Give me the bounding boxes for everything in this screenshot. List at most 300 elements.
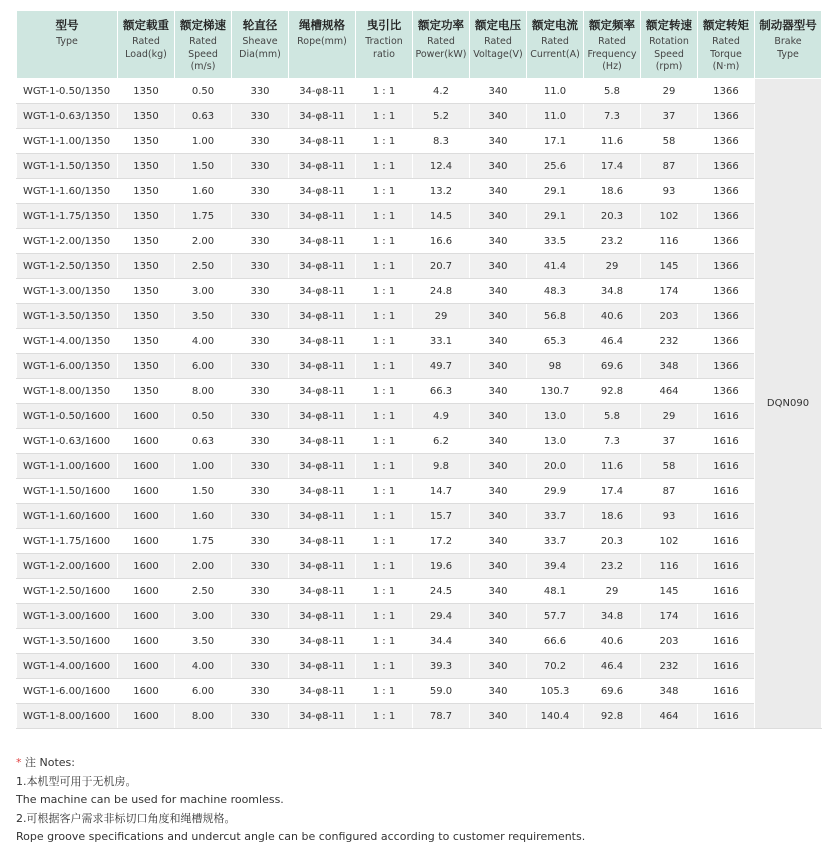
table-cell: 1600 [118,429,175,454]
model-cell: WGT-1-0.50/1350 [17,79,118,104]
table-cell: 18.6 [584,179,641,204]
table-cell: 48.3 [527,279,584,304]
table-cell: 1 : 1 [356,604,413,629]
note-line: 1.本机型可用于无机房。 [16,774,137,788]
table-cell: 340 [470,329,527,354]
table-cell: 340 [470,179,527,204]
table-cell: 1616 [698,604,755,629]
table-cell: 140.4 [527,704,584,729]
table-cell: 29.1 [527,204,584,229]
table-cell: 34-φ8-11 [289,104,356,129]
table-cell: 1.75 [175,204,232,229]
table-cell: 232 [641,654,698,679]
table-cell: 1 : 1 [356,104,413,129]
table-cell: 92.8 [584,704,641,729]
table-row [17,704,822,729]
table-cell: 13.0 [527,429,584,454]
table-cell: 5.8 [584,79,641,104]
table-cell: 105.3 [527,679,584,704]
table-cell: 33.7 [527,529,584,554]
table-cell: 330 [232,79,289,104]
table-cell: 1.00 [175,454,232,479]
table-cell: 66.3 [413,379,470,404]
table-cell: 340 [470,79,527,104]
table-cell: 58 [641,454,698,479]
table-cell: 1616 [698,479,755,504]
table-cell: 330 [232,379,289,404]
column-header-zh: 额定电流 [532,18,578,32]
table-cell: 34.8 [584,604,641,629]
column-header-zh: 额定电压 [475,18,521,32]
table-cell: 1366 [698,104,755,129]
table-cell: 330 [232,554,289,579]
table-cell: 8.00 [175,704,232,729]
table-cell: 203 [641,304,698,329]
table-cell: 1 : 1 [356,129,413,154]
column-header-en: Traction ratio [365,36,403,60]
table-cell: 39.3 [413,654,470,679]
table-cell: 1600 [118,479,175,504]
table-cell: 330 [232,479,289,504]
table-cell: 1616 [698,629,755,654]
table-cell: 330 [232,454,289,479]
table-cell: 1616 [698,429,755,454]
table-cell: 37 [641,429,698,454]
table-cell: 1350 [118,279,175,304]
table-cell: 69.6 [584,679,641,704]
table-cell: 93 [641,504,698,529]
table-cell: 130.7 [527,379,584,404]
table-cell: 1 : 1 [356,629,413,654]
table-cell: 1 : 1 [356,354,413,379]
table-cell: 17.4 [584,479,641,504]
table-cell: 34-φ8-11 [289,454,356,479]
table-row [17,129,822,154]
model-cell: WGT-1-0.63/1350 [17,104,118,129]
model-cell: WGT-1-4.00/1600 [17,654,118,679]
table-row [17,379,822,404]
table-cell: 1 : 1 [356,204,413,229]
column-header-en: Sheave Dia(mm) [239,36,281,60]
table-cell: 0.50 [175,404,232,429]
table-cell: 33.1 [413,329,470,354]
table-cell: 330 [232,229,289,254]
table-cell: 340 [470,579,527,604]
table-cell: 2.50 [175,254,232,279]
table-cell: 1.60 [175,504,232,529]
column-header [17,11,118,79]
table-cell: 1 : 1 [356,529,413,554]
table-cell: 330 [232,429,289,454]
table-cell: 203 [641,629,698,654]
table-cell: 14.5 [413,204,470,229]
column-header-zh: 额定频率 [589,18,635,32]
table-cell: 330 [232,704,289,729]
table-row [17,604,822,629]
table-cell: 1616 [698,454,755,479]
table-cell: 1616 [698,679,755,704]
column-header-zh: 轮直径 [242,18,278,32]
table-cell: 1600 [118,554,175,579]
table-cell: 1366 [698,229,755,254]
table-cell: 1616 [698,654,755,679]
column-header-en: Rated Load(kg) [125,36,167,60]
column-header [175,11,232,79]
table-cell: 93 [641,179,698,204]
column-header-en: Type [56,36,78,47]
table-cell: 29 [413,304,470,329]
table-cell: 1.50 [175,154,232,179]
model-cell: WGT-1-4.00/1350 [17,329,118,354]
table-cell: 1 : 1 [356,404,413,429]
table-cell: 15.7 [413,504,470,529]
table-cell: 29 [584,254,641,279]
table-cell: 1.75 [175,529,232,554]
table-cell: 40.6 [584,629,641,654]
table-cell: 340 [470,704,527,729]
table-cell: 34-φ8-11 [289,629,356,654]
table-cell: 29 [584,579,641,604]
column-header-zh: 额定转矩 [703,18,749,32]
model-cell: WGT-1-2.00/1600 [17,554,118,579]
column-header [527,11,584,79]
notes [16,754,826,847]
column-header-en: Rated Frequency (Hz) [587,36,637,72]
table-cell: 116 [641,229,698,254]
column-header [698,11,755,79]
table-row [17,154,822,179]
column-header-en: Brake Type [774,36,802,60]
table-cell: 1 : 1 [356,454,413,479]
table-cell: 13.2 [413,179,470,204]
table-cell: 145 [641,579,698,604]
table-cell: 29 [641,404,698,429]
table-cell: 25.6 [527,154,584,179]
table-cell: 34-φ8-11 [289,429,356,454]
table-row [17,104,822,129]
column-header-zh: 额定转速 [646,18,692,32]
table-cell: 12.4 [413,154,470,179]
model-cell: WGT-1-0.63/1600 [17,429,118,454]
table-cell: 0.50 [175,79,232,104]
table-cell: 330 [232,104,289,129]
notes-title [16,754,826,773]
table-cell: 34-φ8-11 [289,579,356,604]
table-cell: 11.0 [527,104,584,129]
table-cell: 1 : 1 [356,554,413,579]
table-cell: 3.00 [175,279,232,304]
table-row [17,354,822,379]
table-cell: 3.50 [175,629,232,654]
table-cell: 330 [232,129,289,154]
table-cell: 330 [232,204,289,229]
table-cell: 34-φ8-11 [289,79,356,104]
table-row [17,229,822,254]
table-cell: 330 [232,154,289,179]
column-header [232,11,289,79]
table-cell: 1366 [698,79,755,104]
table-cell: 1 : 1 [356,654,413,679]
table-cell: 330 [232,179,289,204]
column-header-en: Rated Voltage(V) [473,36,523,60]
table-cell: 34-φ8-11 [289,279,356,304]
table-cell: 20.3 [584,204,641,229]
table-cell: 1600 [118,529,175,554]
table-row [17,479,822,504]
table-cell: 1600 [118,604,175,629]
table-cell: 340 [470,529,527,554]
table-cell: 348 [641,679,698,704]
table-cell: 174 [641,604,698,629]
table-cell: 20.0 [527,454,584,479]
table-cell: 340 [470,354,527,379]
table-cell: 1 : 1 [356,154,413,179]
table-cell: 1366 [698,204,755,229]
table-cell: 66.6 [527,629,584,654]
table-row [17,279,822,304]
table-row [17,454,822,479]
note-line: The machine can be used for machine roomless. [16,793,284,806]
table-cell: 46.4 [584,654,641,679]
table-cell: 34-φ8-11 [289,554,356,579]
table-cell: 1350 [118,329,175,354]
column-header [289,11,356,79]
table-cell: 34-φ8-11 [289,304,356,329]
table-cell: 17.4 [584,154,641,179]
table-cell: 8.00 [175,379,232,404]
model-cell: WGT-1-1.00/1600 [17,454,118,479]
table-cell: 1 : 1 [356,254,413,279]
table-row [17,79,822,104]
table-cell: 340 [470,304,527,329]
table-cell: 1350 [118,254,175,279]
column-header-en: Rated Torque (N·m) [710,36,742,72]
column-header-en: Rated Speed (m/s) [188,36,218,72]
table-cell: 1 : 1 [356,504,413,529]
table-cell: 340 [470,454,527,479]
model-cell: WGT-1-3.50/1600 [17,629,118,654]
table-cell: 1366 [698,154,755,179]
table-cell: 1 : 1 [356,79,413,104]
table-cell: 34-φ8-11 [289,604,356,629]
table-cell: 330 [232,529,289,554]
table-cell: 348 [641,354,698,379]
table-cell: 1350 [118,79,175,104]
table-row [17,529,822,554]
table-cell: 40.6 [584,304,641,329]
table-cell: 1 : 1 [356,579,413,604]
table-cell: 20.3 [584,529,641,554]
table-cell: 34-φ8-11 [289,654,356,679]
table-cell: 29.4 [413,604,470,629]
table-cell: 3.00 [175,604,232,629]
model-cell: WGT-1-3.00/1350 [17,279,118,304]
table-cell: 19.6 [413,554,470,579]
table-cell: 340 [470,604,527,629]
table-cell: 174 [641,279,698,304]
column-header [755,11,822,79]
table-cell: 1.50 [175,479,232,504]
table-cell: 34.8 [584,279,641,304]
table-cell: 4.00 [175,329,232,354]
column-header-en: Rated Power(kW) [415,36,467,60]
table-cell: 1600 [118,404,175,429]
table-cell: 102 [641,529,698,554]
table-cell: 20.7 [413,254,470,279]
table-cell: 11.0 [527,79,584,104]
table-cell: 34-φ8-11 [289,129,356,154]
table-cell: 5.8 [584,404,641,429]
table-cell: 34-φ8-11 [289,329,356,354]
table-cell: 340 [470,229,527,254]
model-cell: WGT-1-1.60/1600 [17,504,118,529]
table-cell: 34-φ8-11 [289,529,356,554]
table-cell: 330 [232,579,289,604]
table-cell: 98 [527,354,584,379]
brake-type-cell: DQN090 [755,79,822,729]
table-cell: 23.2 [584,554,641,579]
table-cell: 23.2 [584,229,641,254]
table-cell: 69.6 [584,354,641,379]
table-cell: 34-φ8-11 [289,504,356,529]
column-header-zh: 额定载重 [123,18,169,32]
model-cell: WGT-1-1.75/1600 [17,529,118,554]
note-line: 2.可根据客户需求非标切口角度和绳槽规格。 [16,811,236,825]
table-cell: 1350 [118,154,175,179]
model-cell: WGT-1-1.00/1350 [17,129,118,154]
table-cell: 6.00 [175,354,232,379]
table-cell: 3.50 [175,304,232,329]
table-cell: 1350 [118,104,175,129]
table-cell: 1600 [118,629,175,654]
table-cell: 2.00 [175,554,232,579]
note-star-icon: * [16,756,22,769]
table-cell: 34-φ8-11 [289,229,356,254]
model-cell: WGT-1-3.00/1600 [17,604,118,629]
column-header-en: Rotation Speed (rpm) [649,36,689,72]
table-cell: 24.5 [413,579,470,604]
table-cell: 33.5 [527,229,584,254]
table-cell: 340 [470,629,527,654]
table-cell: 6.2 [413,429,470,454]
table-row [17,654,822,679]
table-cell: 1616 [698,554,755,579]
table-cell: 330 [232,329,289,354]
table-row [17,554,822,579]
table-cell: 87 [641,154,698,179]
table-cell: 14.7 [413,479,470,504]
model-cell: WGT-1-1.50/1350 [17,154,118,179]
table-cell: 0.63 [175,429,232,454]
notes-title-text: 注 Notes: [25,756,75,769]
table-cell: 48.1 [527,579,584,604]
model-cell: WGT-1-2.50/1350 [17,254,118,279]
table-cell: 2.00 [175,229,232,254]
table-cell: 340 [470,429,527,454]
table-cell: 1366 [698,354,755,379]
column-header [641,11,698,79]
table-cell: 13.0 [527,404,584,429]
column-header-zh: 额定梯速 [180,18,226,32]
table-cell: 1350 [118,379,175,404]
table-cell: 340 [470,104,527,129]
table-cell: 330 [232,654,289,679]
table-cell: 340 [470,204,527,229]
table-row [17,679,822,704]
table-row [17,579,822,604]
table-cell: 1366 [698,279,755,304]
table-cell: 1350 [118,229,175,254]
header-row [17,11,822,79]
table-cell: 17.1 [527,129,584,154]
table-cell: 1.00 [175,129,232,154]
table-cell: 34-φ8-11 [289,379,356,404]
table-cell: 1350 [118,354,175,379]
table-cell: 340 [470,554,527,579]
model-cell: WGT-1-6.00/1600 [17,679,118,704]
table-cell: 1350 [118,304,175,329]
table-cell: 29.9 [527,479,584,504]
table-cell: 1350 [118,129,175,154]
table-cell: 56.8 [527,304,584,329]
table-cell: 1 : 1 [356,179,413,204]
table-cell: 5.2 [413,104,470,129]
table-cell: 0.63 [175,104,232,129]
table-cell: 29 [641,79,698,104]
table-cell: 33.7 [527,504,584,529]
table-cell: 58 [641,129,698,154]
model-cell: WGT-1-6.00/1350 [17,354,118,379]
table-cell: 330 [232,629,289,654]
table-cell: 340 [470,479,527,504]
table-cell: 1616 [698,704,755,729]
table-cell: 330 [232,279,289,304]
table-cell: 1366 [698,254,755,279]
model-cell: WGT-1-8.00/1350 [17,379,118,404]
table-cell: 1616 [698,529,755,554]
table-cell: 340 [470,404,527,429]
table-cell: 17.2 [413,529,470,554]
table-cell: 1 : 1 [356,379,413,404]
table-cell: 340 [470,654,527,679]
table-cell: 70.2 [527,654,584,679]
table-cell: 37 [641,104,698,129]
table-cell: 34-φ8-11 [289,254,356,279]
column-header [356,11,413,79]
model-cell: WGT-1-0.50/1600 [17,404,118,429]
table-cell: 34-φ8-11 [289,154,356,179]
model-cell: WGT-1-3.50/1350 [17,304,118,329]
table-cell: 4.9 [413,404,470,429]
note-line: Rope groove specifications and undercut angle can be configured according to customer requirements. [16,830,586,843]
table-cell: 1600 [118,454,175,479]
column-header-zh: 绳槽规格 [299,18,345,32]
table-cell: 6.00 [175,679,232,704]
table-cell: 34-φ8-11 [289,404,356,429]
table-cell: 57.7 [527,604,584,629]
table-cell: 41.4 [527,254,584,279]
column-header [118,11,175,79]
table-cell: 11.6 [584,454,641,479]
table-row [17,629,822,654]
table-cell: 1366 [698,329,755,354]
table-cell: 34-φ8-11 [289,679,356,704]
table-cell: 1 : 1 [356,704,413,729]
table-row [17,304,822,329]
table-cell: 340 [470,504,527,529]
table-cell: 340 [470,129,527,154]
table-cell: 1350 [118,204,175,229]
